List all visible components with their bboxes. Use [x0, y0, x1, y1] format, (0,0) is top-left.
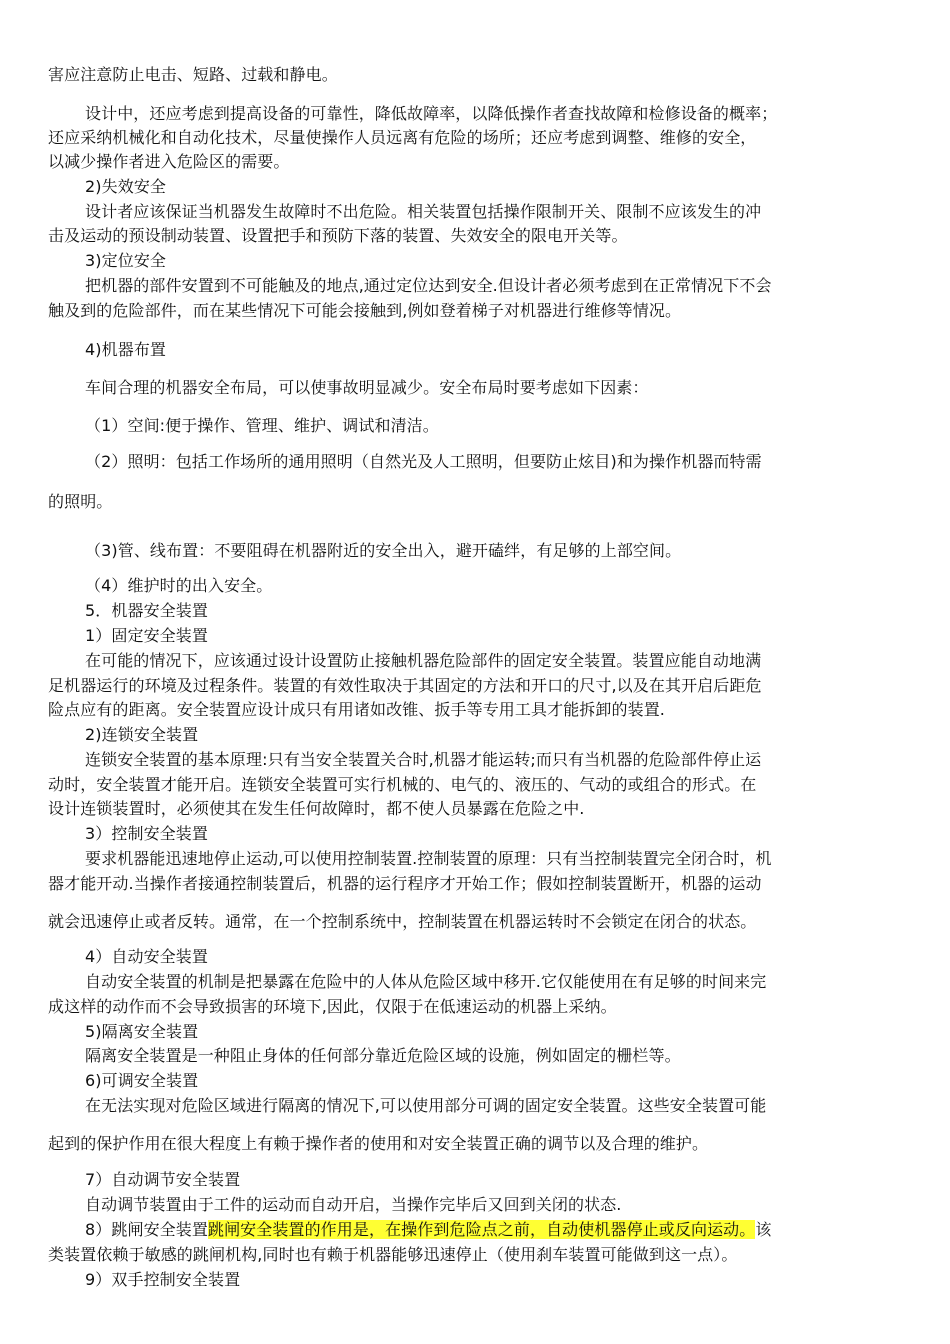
paragraph-line: 设计中，还应考虑到提高设备的可靠性，降低故障率，以降低操作者查找故障和检修设备的概率；	[85, 104, 778, 123]
paragraph-line: 自动安全装置的机制是把暴露在危险中的人体从危险区域中移开.它仅能使用在有足够的时间来完	[85, 972, 767, 991]
paragraph-line: 在可能的情况下，应该通过设计设置防止接触机器危险部件的固定安全装置。装置应能自动地满	[85, 651, 762, 670]
paragraph-line: 起到的保护作用在很大程度上有赖于操作者的使用和对安全装置正确的调节以及合理的维护。	[48, 1134, 709, 1153]
paragraph-line: 还应采纳机械化和自动化技术，尽量使操作人员远离有危险的场所；还应考虑到调整、维修的安全，	[48, 128, 757, 147]
paragraph-line: 害应注意防止电击、短路、过载和静电。	[48, 65, 338, 84]
list-item: （3)管、线布置：不要阻碍在机器附近的安全出入，避开磕绊，有足够的上部空间。	[85, 541, 682, 560]
paragraph-line: 器才能开动.当操作者接通控制装置后，机器的运行程序才开始工作；假如控制装置断开，机器的运动	[48, 874, 762, 893]
section-heading: 5．机器安全装置	[85, 601, 208, 620]
paragraph-line: 就会迅速停止或者反转。通常，在一个控制系统中，控制装置在机器运转时不会锁定在闭合的状态。	[48, 912, 757, 931]
section-heading: 4)机器布置	[85, 340, 167, 359]
section-heading-inline: 8）跳闸安全装置	[85, 1220, 208, 1239]
section-heading: 6)可调安全装置	[85, 1071, 199, 1090]
section-heading: 2)失效安全	[85, 177, 167, 196]
section-heading: 7）自动调节安全装置	[85, 1170, 241, 1189]
section-heading: 1）固定安全装置	[85, 626, 208, 645]
paragraph-line: 把机器的部件安置到不可能触及的地点,通过定位达到安全.但设计者必须考虑到在正常情况下不会	[85, 276, 772, 295]
highlighted-text: 跳闸安全装置的作用是，在操作到危险点之前，自动使机器停止或反向运动。	[207, 1220, 756, 1239]
list-item: （4）维护时的出入安全。	[85, 576, 273, 595]
section-heading: 4）自动安全装置	[85, 947, 208, 966]
paragraph-line: 车间合理的机器安全布局，可以使事故明显减少。安全布局时要考虑如下因素：	[85, 378, 649, 397]
paragraph-line: 在无法实现对危险区域进行隔离的情况下,可以使用部分可调的固定安全装置。这些安全装置可能	[85, 1096, 767, 1115]
paragraph-line: 类装置依赖于敏感的跳闸机构,同时也有赖于机器能够迅速停止（使用刹车装置可能做到这一点）。	[48, 1245, 738, 1264]
paragraph-text: 该	[755, 1220, 772, 1239]
paragraph-line: 足机器运行的环境及过程条件。装置的有效性取决于其固定的方法和开口的尺寸,以及在其开启后距危	[48, 676, 762, 695]
paragraph-line: 连锁安全装置的基本原理:只有当安全装置关合时,机器才能运转;而只有当机器的危险部件停止运	[85, 750, 762, 769]
paragraph-line: 触及到的危险部件，而在某些情况下可能会接触到,例如登着梯子对机器进行维修等情况。	[48, 301, 682, 320]
paragraph-line: 自动调节装置由于工件的运动而自动开启，当操作完毕后又回到关闭的状态.	[85, 1195, 622, 1214]
paragraph-line: 隔离安全装置是一种阻止身体的任何部分靠近危险区域的设施，例如固定的栅栏等。	[85, 1046, 681, 1065]
section-heading: 9）双手控制安全装置	[85, 1270, 241, 1289]
section-heading: 5)隔离安全装置	[85, 1022, 199, 1041]
list-item: （1）空间:便于操作、管理、维护、调试和清洁。	[85, 416, 439, 435]
list-item: （2）照明：包括工作场所的通用照明（自然光及人工照明，但要防止炫目)和为操作机器而特需	[85, 452, 762, 471]
paragraph-line: 险点应有的距离。安全装置应设计成只有用诸如改锥、扳手等专用工具才能拆卸的装置.	[48, 700, 665, 719]
paragraph-line: 设计连锁装置时，必须使其在发生任何故障时，都不使人员暴露在危险之中.	[48, 799, 585, 818]
paragraph-line: 动时，安全装置才能开启。连锁安全装置可实行机械的、电气的、液压的、气动的或组合的形式。在	[48, 775, 757, 794]
section-heading: 3)定位安全	[85, 251, 167, 270]
paragraph-line: 的照明。	[48, 492, 113, 511]
paragraph-line: 成这样的动作而不会导致损害的环境下,因此，仅限于在低速运动的机器上采纳。	[48, 997, 617, 1016]
section-heading: 2)连锁安全装置	[85, 725, 199, 744]
section-heading: 3）控制安全装置	[85, 824, 208, 843]
paragraph-line: 以减少操作者进入危险区的需要。	[48, 152, 290, 171]
paragraph-line-highlighted	[85, 1219, 904, 1241]
paragraph-line: 要求机器能迅速地停止运动,可以使用控制装置.控制装置的原理：只有当控制装置完全闭合时，机	[85, 849, 772, 868]
paragraph-line: 击及运动的预设制动装置、设置把手和预防下落的装置、失效安全的限电开关等。	[48, 226, 628, 245]
paragraph-line: 设计者应该保证当机器发生故障时不出危险。相关装置包括操作限制开关、限制不应该发生的冲	[85, 202, 762, 221]
